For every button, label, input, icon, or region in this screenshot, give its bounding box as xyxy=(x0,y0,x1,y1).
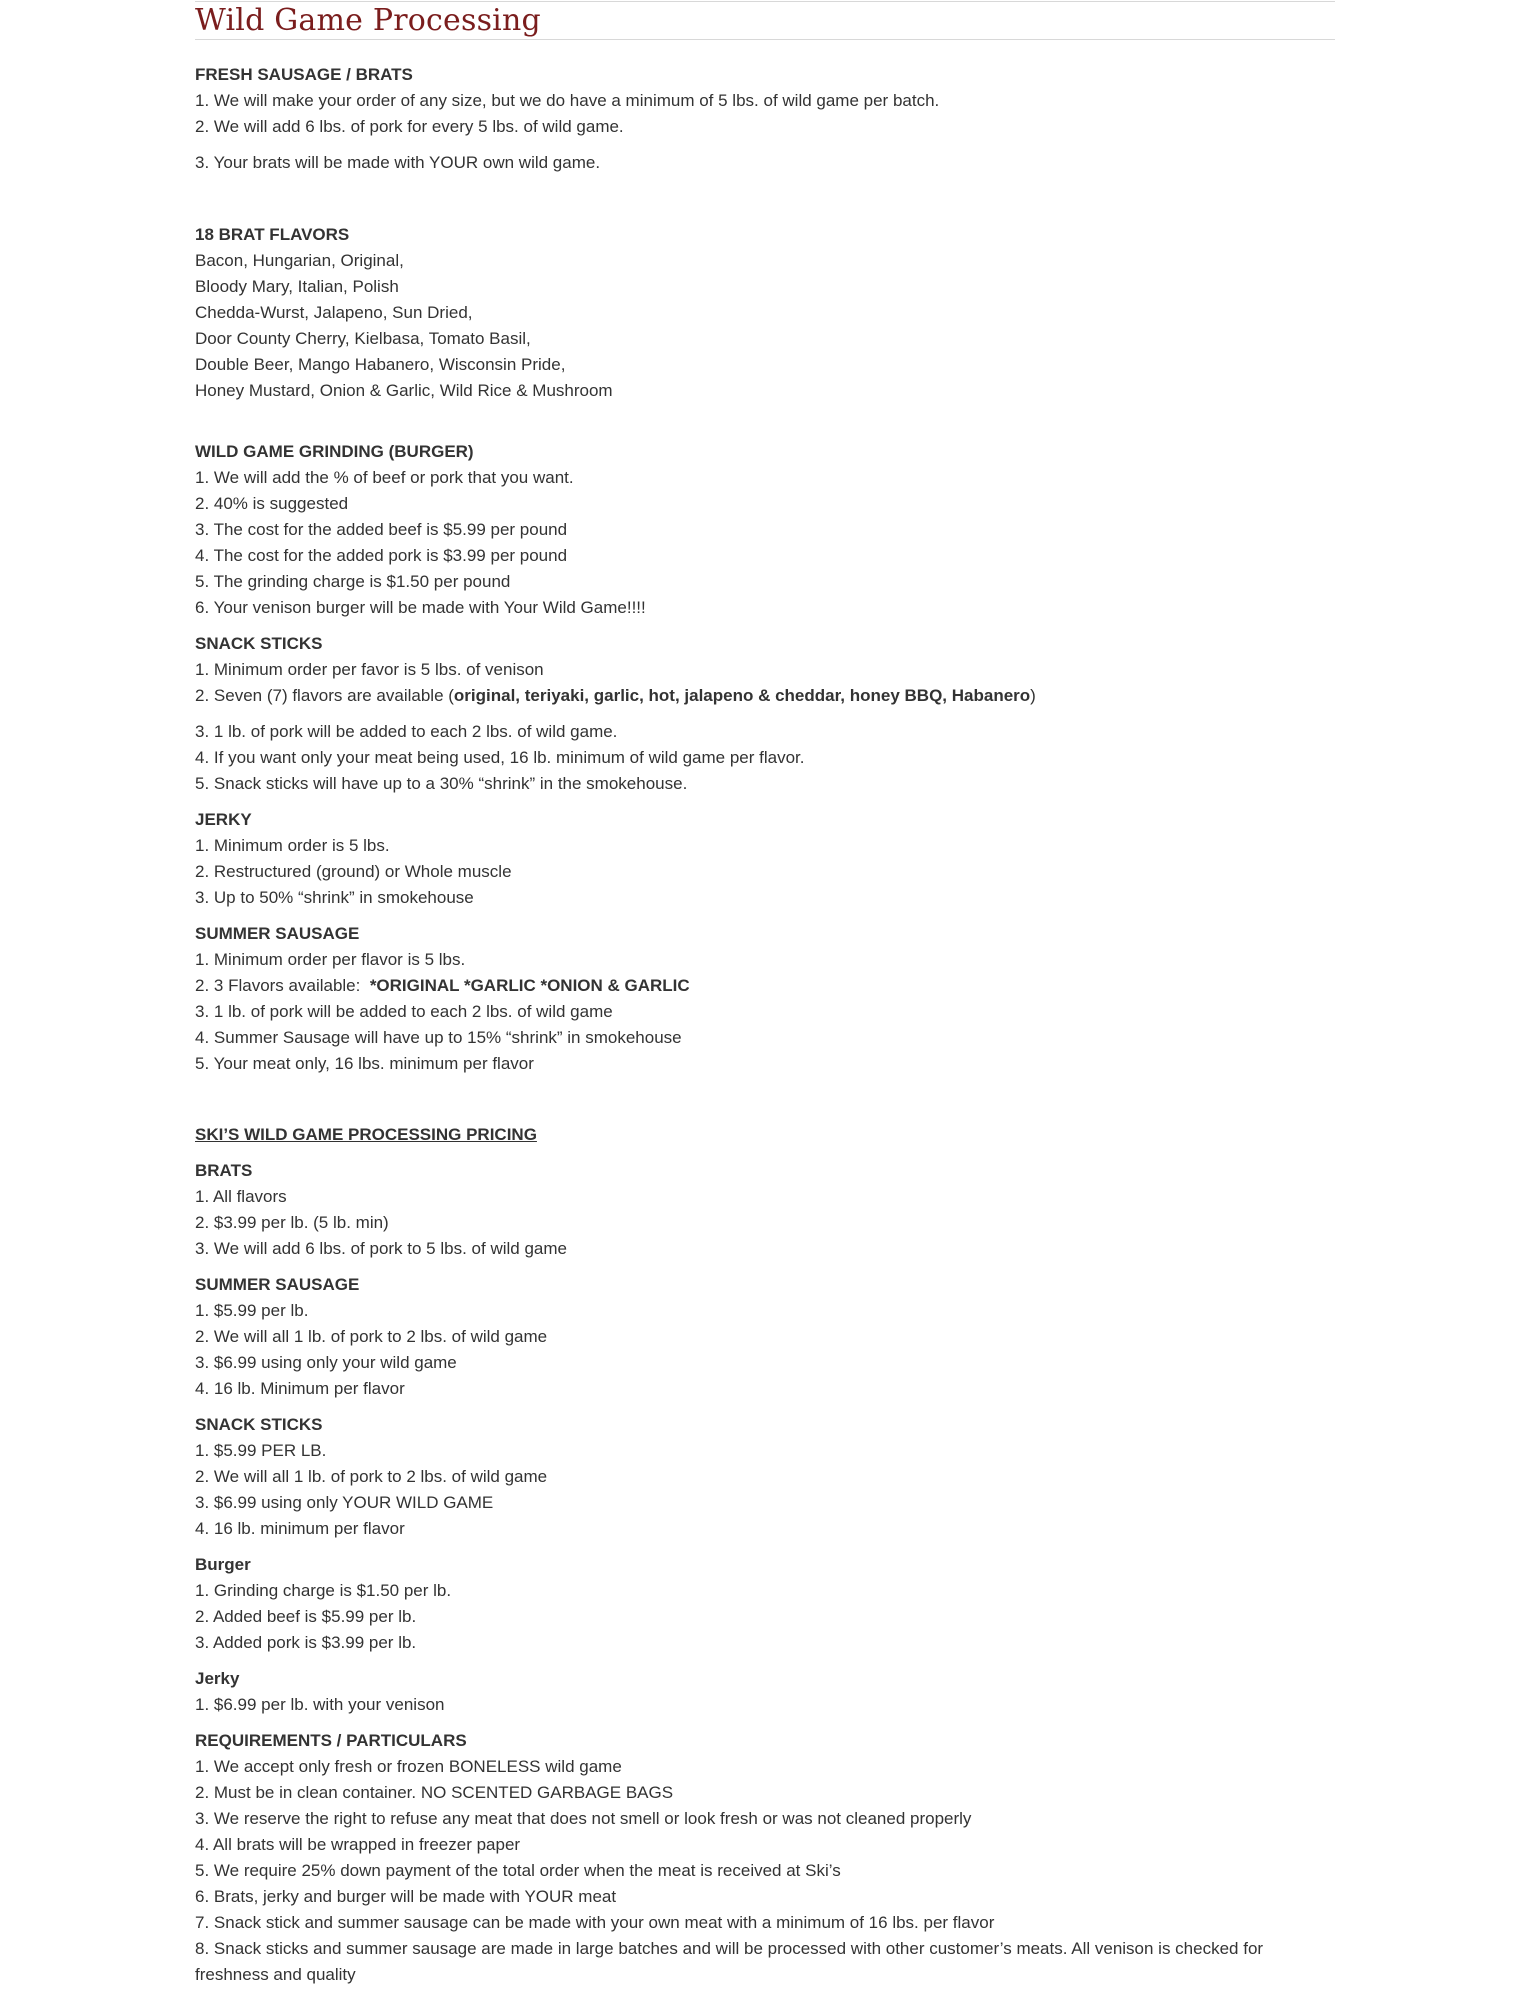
list-item: 6. Your venison burger will be made with Your Wild Game!!!! xyxy=(195,598,646,617)
list-item: 2. We will all 1 lb. of pork to 2 lbs. of wild game xyxy=(195,1467,548,1486)
list-item: 1. Grinding charge is $1.50 per lb. xyxy=(195,1581,452,1600)
list-item: 1. Minimum order per favor is 5 lbs. of venison xyxy=(195,660,544,679)
flavor-line: Double Beer, Mango Habanero, Wisconsin Pride, xyxy=(195,355,566,374)
list-item: 7. Snack stick and summer sausage can be made with your own meat with a minimum of 16 lbs. per flavor xyxy=(195,1913,995,1932)
summer-sausage-section xyxy=(195,921,1335,1077)
list-item: 2. We will all 1 lb. of pork to 2 lbs. of wild game xyxy=(195,1327,548,1346)
snack-sticks-heading: SNACK STICKS xyxy=(195,634,323,653)
list-item: 6. Brats, jerky and burger will be made with YOUR meat xyxy=(195,1887,617,1906)
content-column xyxy=(195,0,1335,1988)
flavor-line: Bacon, Hungarian, Original, xyxy=(195,251,404,270)
summer-sausage-heading: SUMMER SAUSAGE xyxy=(195,924,360,943)
page-title: Wild Game Processing xyxy=(195,3,541,38)
list-item: 4. 16 lb. Minimum per flavor xyxy=(195,1379,405,1398)
grinding-heading: WILD GAME GRINDING (BURGER) xyxy=(195,442,474,461)
pricing-brats-heading: BRATS xyxy=(195,1161,253,1180)
flavors-bold: original, teriyaki, garlic, hot, jalapeno & cheddar, honey BBQ, Habanero xyxy=(453,686,1031,705)
flavors-bold: *ORIGINAL *GARLIC *ONION & GARLIC xyxy=(369,976,690,995)
list-item: 1. $5.99 PER LB. xyxy=(195,1441,327,1460)
list-item: 1. Minimum order is 5 lbs. xyxy=(195,836,390,855)
list-item: 1. We will make your order of any size, but we do have a minimum of 5 lbs. of wild game per batch. xyxy=(195,91,940,110)
jerky-heading: JERKY xyxy=(195,810,252,829)
flavor-line: Chedda-Wurst, Jalapeno, Sun Dried, xyxy=(195,303,473,322)
list-item: 4. The cost for the added pork is $3.99 per pound xyxy=(195,546,568,565)
list-item: 4. Summer Sausage will have up to 15% “shrink” in smokehouse xyxy=(195,1028,682,1047)
pricing-heading: SKI’S WILD GAME PROCESSING PRICING xyxy=(195,1125,537,1144)
list-item: 5. The grinding charge is $1.50 per pound xyxy=(195,572,511,591)
list-item: 1. Minimum order per flavor is 5 lbs. xyxy=(195,950,466,969)
brat-flavors-section xyxy=(195,222,1335,404)
list-item: 5. Your meat only, 16 lbs. minimum per flavor xyxy=(195,1054,534,1073)
flavor-line: Door County Cherry, Kielbasa, Tomato Basil, xyxy=(195,329,531,348)
pricing-summer-sausage-heading: SUMMER SAUSAGE xyxy=(195,1275,360,1294)
flavors-prefix: 2. 3 Flavors available: xyxy=(195,976,370,995)
list-item: 3. We reserve the right to refuse any meat that does not smell or look fresh or was not cleaned properly xyxy=(195,1809,972,1828)
grinding-section xyxy=(195,439,1335,621)
list-item: 1. $5.99 per lb. xyxy=(195,1301,309,1320)
list-item: 3. 1 lb. of pork will be added to each 2 lbs. of wild game xyxy=(195,1002,613,1021)
snack-sticks-section xyxy=(195,631,1335,797)
flavors-prefix: 2. Seven (7) flavors are available ( xyxy=(195,686,454,705)
flavors-list-item xyxy=(195,683,1335,709)
list-item: 3. Your brats will be made with YOUR own wild game. xyxy=(195,153,601,172)
flavor-line: Honey Mustard, Onion & Garlic, Wild Rice & Mushroom xyxy=(195,381,613,400)
list-item: 4. If you want only your meat being used, 16 lb. minimum of wild game per flavor. xyxy=(195,748,805,767)
requirements-heading: REQUIREMENTS / PARTICULARS xyxy=(195,1731,467,1750)
brat-flavors-heading: 18 BRAT FLAVORS xyxy=(195,225,350,244)
top-divider xyxy=(195,1,1335,2)
list-item: 5. Snack sticks will have up to a 30% “shrink” in the smokehouse. xyxy=(195,774,688,793)
fresh-sausage-section xyxy=(195,62,1335,176)
list-item: 3. Up to 50% “shrink” in smokehouse xyxy=(195,888,474,907)
list-item: 8. Snack sticks and summer sausage are made in large batches and will be processed with other customer’s meats. All venison is checked for freshness and quality xyxy=(195,1939,1264,1984)
list-item: 2. 40% is suggested xyxy=(195,494,349,513)
list-item: 3. We will add 6 lbs. of pork to 5 lbs. of wild game xyxy=(195,1239,567,1258)
list-item: 5. We require 25% down payment of the total order when the meat is received at Ski’s xyxy=(195,1861,841,1880)
list-item: 3. $6.99 using only your wild game xyxy=(195,1353,457,1372)
pricing-jerky-heading: Jerky xyxy=(195,1669,240,1688)
list-item: 1. We accept only fresh or frozen BONELESS wild game xyxy=(195,1757,622,1776)
fresh-sausage-heading: FRESH SAUSAGE / BRATS xyxy=(195,65,413,84)
flavors-list-item xyxy=(195,973,1335,999)
list-item: 2. $3.99 per lb. (5 lb. min) xyxy=(195,1213,389,1232)
list-item: 1. $6.99 per lb. with your venison xyxy=(195,1695,445,1714)
list-item: 3. Added pork is $3.99 per lb. xyxy=(195,1633,417,1652)
list-item: 1. All flavors xyxy=(195,1187,287,1206)
list-item: 3. $6.99 using only YOUR WILD GAME xyxy=(195,1493,494,1512)
list-item: 3. The cost for the added beef is $5.99 per pound xyxy=(195,520,568,539)
requirements-section xyxy=(195,1728,1335,1988)
list-item: 4. 16 lb. minimum per flavor xyxy=(195,1519,405,1538)
jerky-section xyxy=(195,807,1335,911)
pricing-burger-heading: Burger xyxy=(195,1555,251,1574)
list-item: 3. 1 lb. of pork will be added to each 2 lbs. of wild game. xyxy=(195,722,618,741)
flavors-suffix: ) xyxy=(1030,686,1036,705)
pricing-snack-sticks-heading: SNACK STICKS xyxy=(195,1415,323,1434)
list-item: 4. All brats will be wrapped in freezer paper xyxy=(195,1835,521,1854)
flavor-line: Bloody Mary, Italian, Polish xyxy=(195,277,399,296)
list-item: 1. We will add the % of beef or pork that you want. xyxy=(195,468,574,487)
pricing-section xyxy=(195,1122,1335,1718)
list-item: 2. Must be in clean container. NO SCENTED GARBAGE BAGS xyxy=(195,1783,674,1802)
list-item: 2. Restructured (ground) or Whole muscle xyxy=(195,862,512,881)
list-item: 2. Added beef is $5.99 per lb. xyxy=(195,1607,417,1626)
list-item: 2. We will add 6 lbs. of pork for every 5 lbs. of wild game. xyxy=(195,117,624,136)
